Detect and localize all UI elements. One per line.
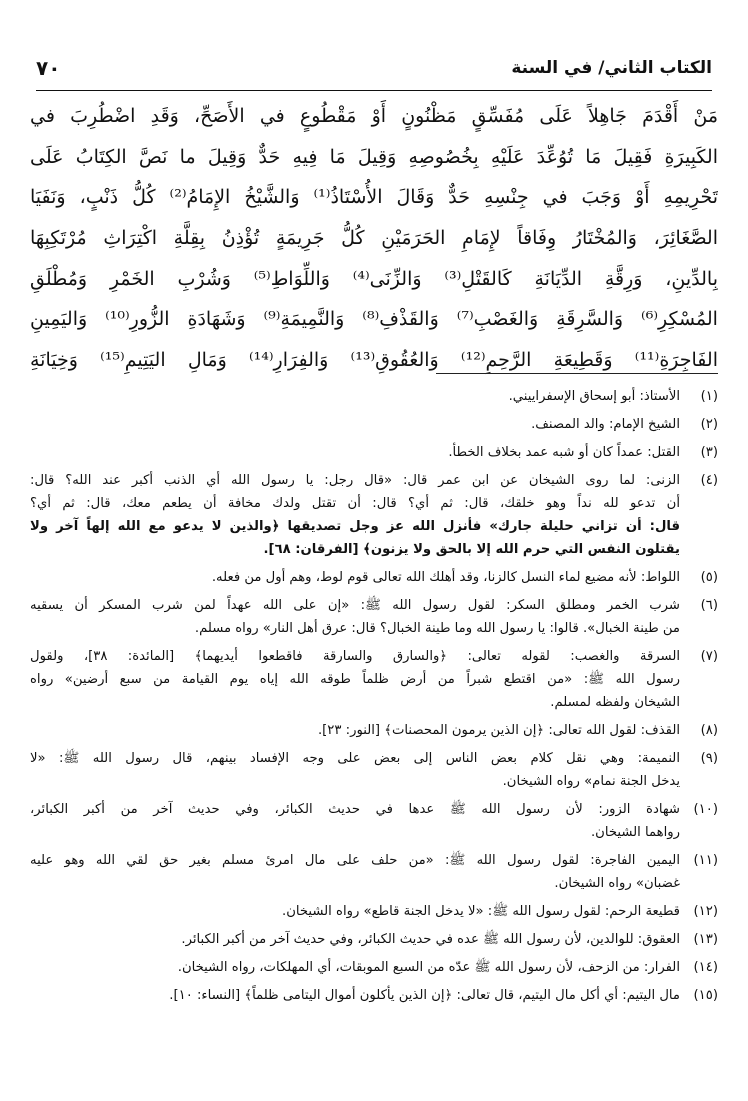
footnote-number: (٤) xyxy=(700,473,718,488)
footnote-line: العقوق: للوالدين، لأن رسول الله ﷺ عده في حديث الكبائر، وفي حديث آخر من أكبر الكبائر. xyxy=(181,932,680,947)
footnote-text xyxy=(30,956,680,979)
main-text-line: الصَّغَائِرَ، وَالمُخْتَارُ وِفَاقاً لإِمَامِ الحَرَمَيْنِ كُلُّ جَرِيمَةٍ تُؤْذِنُ بِقِلَّةِ اكْتِرَاثِ مُرْتَكِبِهَا xyxy=(30,227,718,250)
footnote-number: (١٣) xyxy=(693,932,718,947)
footnote-number: (٧) xyxy=(700,649,718,664)
footnote-text xyxy=(30,984,680,1007)
footnote xyxy=(30,849,718,895)
footnote xyxy=(30,469,718,561)
footnote-line: الفرار: من الزحف، لأن رسول الله ﷺ عدّه من السبع الموبقات، أي المهلكات، رواه الشيخان. xyxy=(177,960,680,975)
footnote-line: الزنى: لما روى الشيخان عن ابن عمر قال: «قال رجل: يا رسول الله أي الذنب أكبر عند الله؟ قال: xyxy=(30,473,680,488)
footnote-text xyxy=(30,798,680,844)
main-text-line: بِالدِّينِ، وَرِقَّةِ الدِّيَانَةِ كَالقَتْلِ⁽³⁾ وَالزِّنَى⁽⁴⁾ وَاللِّوَاطِ⁽⁵⁾ وَشُرْبِ الخَمْرِ وَمُطْلَقِ xyxy=(30,267,718,290)
footnote-number: (١١) xyxy=(693,853,718,868)
footnote-line: الشيخان ولفظه لمسلم. xyxy=(550,695,680,710)
footnote-text xyxy=(30,594,680,640)
footnote xyxy=(30,594,718,640)
footnote-line: الأستاذ: أبو إسحاق الإسفراييني. xyxy=(508,389,680,404)
footnote-text xyxy=(30,747,680,793)
footnote xyxy=(30,441,718,464)
footnote-number: (١٥) xyxy=(693,988,718,1003)
header-rule xyxy=(36,90,712,91)
footnote-number: (١) xyxy=(700,389,718,404)
footnote-line: شرب الخمر ومطلق السكر: لقول رسول الله ﷺ: «إن على الله عهداً لمن شرب المسكر أن يسقيه xyxy=(30,598,680,613)
footnote-number: (٥) xyxy=(700,570,718,585)
footnote-text xyxy=(30,469,680,561)
footnote xyxy=(30,984,718,1007)
footnote-line: القتل: عمداً كان أو شبه عمد بخلاف الخطأ. xyxy=(448,445,680,460)
footnote-number: (١٠) xyxy=(693,802,718,817)
footnote-line: النميمة: وهي نقل كلام بعض الناس إلى بعض على وجه الإفساد بينهم، قال رسول الله ﷺ: «لا xyxy=(30,751,680,766)
page-number: ٧٠ xyxy=(36,56,61,80)
footnote-line: غضبان» رواه الشيخان. xyxy=(554,876,680,891)
footnote xyxy=(30,719,718,742)
footnote-line: شهادة الزور: لأن رسول الله ﷺ عدها في حديث الكبائر، وفي حديث آخر من أكبر الكبائر، xyxy=(30,802,680,817)
footnote-line: أن تدعو لله نداً وهو خلقك، قال: ثم أي؟ قال: أن تقتل ولدك مخافة أن يطعم معك، قال: ثم أي؟ xyxy=(30,496,680,511)
footnote-line: رسول الله ﷺ: «من اقتطع شبراً من أرض ظلماً طوقه الله إياه يوم القيامة من سبع أرضين» رواه xyxy=(30,672,680,687)
footnote xyxy=(30,645,718,714)
footnote-line: اللواط: لأنه مضيع لماء النسل كالزنا، وقد أهلك الله تعالى قوم لوط، وهم أول من فعله. xyxy=(211,570,680,585)
footnote-line: من طينة الخبال». قالوا: يا رسول الله وما طينة الخبال؟ قال: عرق أهل النار» رواه مسلم. xyxy=(194,621,680,636)
footnote-text xyxy=(30,413,680,436)
footnote-text xyxy=(30,385,680,408)
footnote-line: قال: أن تزاني حليلة جارك» فأنزل الله عز وجل تصديقها ﴿والذين لا يدعو مع الله إلهاً آخر ولا xyxy=(30,519,680,534)
footnote-line: رواهما الشيخان. xyxy=(590,825,680,840)
footnote-text xyxy=(30,849,680,895)
main-text-line: مَنْ أَقْدَمَ جَاهِلاً عَلَى مُفَسِّقٍ مَظْنُونٍ أَوْ مَقْطُوعٍ في الأَصَحِّ، وَقَدِ اضْطُرِبَ في xyxy=(30,105,718,127)
footnote-text xyxy=(30,928,680,951)
footnote xyxy=(30,900,718,923)
footnote xyxy=(30,928,718,951)
footnote-line: يقتلون النفس التي حرم الله إلا بالحق ولا يزنون﴾ [الفرقان: ٦٨]. xyxy=(263,542,680,557)
footnote-line: الشيخ الإمام: والد المصنف. xyxy=(531,417,680,432)
main-text-line: الكَبِيرَةِ فَقِيلَ مَا تُوُعِّدَ عَلَيْهِ بِخُصُوصِهِ وَقِيلَ مَا فِيهِ حَدٌّ وَقِيلَ ما نَصَّ الكِتَابُ عَلَى xyxy=(30,145,718,168)
footnote-text xyxy=(30,566,680,589)
running-title: الكتاب الثاني/ في السنة xyxy=(511,58,712,78)
footnote-number: (٢) xyxy=(700,417,718,432)
footnote-text xyxy=(30,645,680,714)
footnote-separator xyxy=(436,373,718,374)
footnote-number: (٦) xyxy=(700,598,718,613)
footnote-line: قطيعة الرحم: لقول رسول الله ﷺ: «لا يدخل الجنة قاطع» رواه الشيخان. xyxy=(282,904,680,919)
footnote-text xyxy=(30,719,680,742)
main-text-line: تَحْرِيمِهِ أَوْ وَجَبَ في جِنْسِهِ حَدٌّ وَقَالَ الأُسْتَاذُ⁽¹⁾ وَالشَّيْخُ الإِمَامُ⁽²⁾ كُلُّ ذَنْبٍ، وَنَفَيَا xyxy=(30,186,718,209)
footnote-number: (١٢) xyxy=(693,904,718,919)
main-text-line: الفَاجِرَةِ⁽¹¹⁾ وَقَطِيعَةِ الرَّحِمِ⁽¹²⁾ وَالعُقُوقِ⁽¹³⁾ وَالفِرَارِ⁽¹⁴⁾ وَمَالِ اليَتِيمِ⁽¹⁵⁾ وَخِيَانَةِ xyxy=(30,349,718,372)
footnote xyxy=(30,798,718,844)
footnote xyxy=(30,413,718,436)
footnote xyxy=(30,747,718,793)
footnote-number: (٨) xyxy=(700,723,718,738)
footnote xyxy=(30,385,718,408)
footnote-line: مال اليتيم: أي أكل مال اليتيم، قال تعالى: ﴿إن الذين يأكلون أموال اليتامى ظلماً﴾ [النساء: ١٠]. xyxy=(169,988,680,1003)
footnote-number: (١٤) xyxy=(693,960,718,975)
footnotes xyxy=(30,385,718,1012)
footnote-number: (٣) xyxy=(700,445,718,460)
footnote-text xyxy=(30,900,680,923)
main-text xyxy=(30,96,718,381)
footnote-line: القذف: لقول الله تعالى: ﴿إن الذين يرمون المحصنات﴾ [النور: ٢٣]. xyxy=(317,723,680,738)
footnote-line: اليمين الفاجرة: لقول رسول الله ﷺ: «من حلف على مال امرئ مسلم بغير حق لقي الله وهو عليه xyxy=(30,853,680,868)
footnote xyxy=(30,566,718,589)
footnote-number: (٩) xyxy=(700,751,718,766)
running-header xyxy=(36,52,712,92)
main-text-line: المُسْكِرِ⁽⁶⁾ وَالسَّرِقَةِ وَالغَصْبِ⁽⁷⁾ وَالقَذْفِ⁽⁸⁾ وَالنَّمِيمَةِ⁽⁹⁾ وَشَهَادَةِ الزُّورِ⁽¹⁰⁾ وَاليَمِينِ xyxy=(30,308,718,331)
footnote-line: السرقة والغصب: لقوله تعالى: ﴿والسارق والسارقة فاقطعوا أيديهما﴾ [المائدة: ٣٨]، ولقول xyxy=(30,649,680,664)
footnote xyxy=(30,956,718,979)
footnote-line: يدخل الجنة نمام» رواه الشيخان. xyxy=(502,774,680,789)
footnote-text xyxy=(30,441,680,464)
